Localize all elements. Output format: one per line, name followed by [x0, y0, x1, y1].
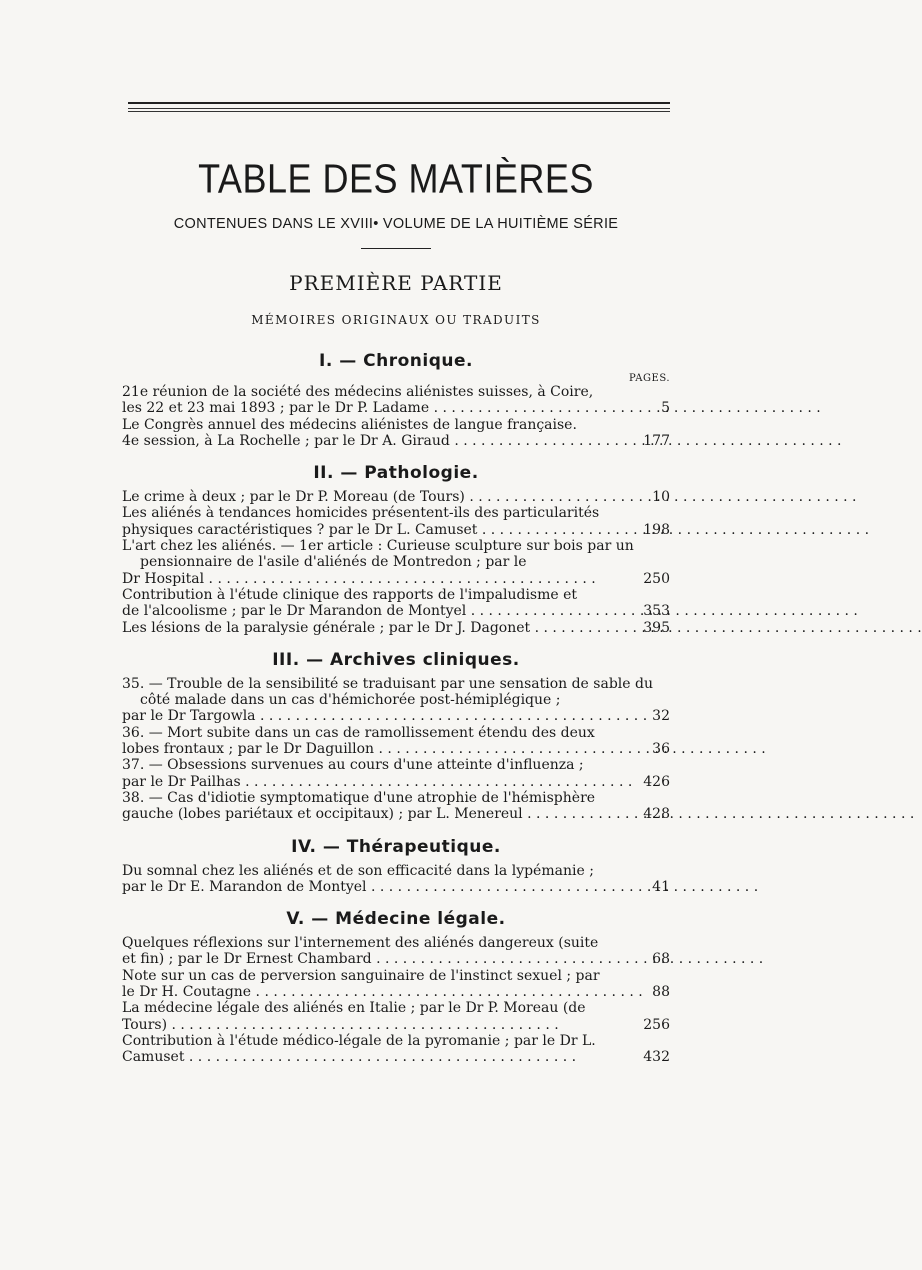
top-rule-thin	[128, 111, 670, 113]
toc-entry	[122, 935, 670, 968]
entry-text: 21e réunion de la société des médecins aliénistes suisses, à Coire,	[122, 384, 594, 400]
toc-entry	[122, 725, 670, 758]
entry-text: 35. — Trouble de la sensibilité se traduisant par une sensation de sable du côté malade dans un cas d'hémichorée post-hémiplégique ;	[122, 675, 653, 709]
entry-text-last: de l'alcoolisme ; par le Dr Marandon de Montyel . . .	[140, 603, 670, 619]
page-number: 32	[652, 708, 670, 725]
page-number: 177	[643, 432, 670, 449]
pages-column-label: PAGES.	[629, 373, 670, 384]
page-number: 198	[643, 521, 670, 538]
entry-text-last: et fin) ; par le Dr Ernest Chambard . . .	[140, 951, 670, 967]
toc-entry	[122, 587, 670, 620]
page-title: TABLE DES MATIÈRES	[198, 155, 594, 202]
entry-text-last: physiques caractéristiques ? par le Dr L. Camuset . . .	[140, 522, 670, 538]
page-number: 256	[643, 1016, 670, 1033]
entry-text: Quelques réflexions sur l'internement des aliénés dangereux (suite	[122, 935, 599, 952]
entry-text: Du somnal chez les aliénés et de son efficacité dans la lypémanie ;	[122, 862, 594, 879]
entry-text: Contribution à l'étude clinique des rapports de l'impaludisme et	[122, 586, 578, 603]
page-number: 426	[643, 773, 670, 790]
entry-text-last: Le crime à deux ; par le Dr P. Moreau (de Tours) . . .	[140, 489, 670, 505]
entry-text-last: 4e session, à La Rochelle ; par le Dr A. Giraud . . .	[140, 433, 670, 449]
toc-entry	[122, 538, 670, 587]
page-number: 353	[643, 603, 670, 620]
top-rule	[128, 102, 670, 109]
entry-text-last: Les lésions de la paralysie générale ; par le Dr J. Dagonet . . .	[140, 620, 670, 636]
page-number: 5	[661, 400, 670, 417]
entry-text-last: Camuset . . .	[140, 1049, 670, 1065]
entry-text: Note sur un cas de perversion sanguinaire de l'instinct sexuel ; par	[122, 967, 600, 984]
toc-entry	[122, 489, 670, 505]
section-heading-archives-cliniques: III. — Archives cliniques.	[272, 649, 520, 670]
page-number: 68	[652, 951, 670, 968]
section-heading-therapeutique: IV. — Thérapeutique.	[291, 836, 501, 857]
part-subtitle: MÉMOIRES ORIGINAUX OU TRADUITS	[251, 313, 541, 327]
page-number: 395	[643, 619, 670, 636]
entry-text-last: lobes frontaux ; par le Dr Daguillon . . .	[140, 741, 670, 757]
page-number: 432	[643, 1049, 670, 1066]
toc-entry	[122, 384, 670, 417]
section-heading-medecine-legale: V. — Médecine légale.	[286, 909, 506, 930]
toc-entry	[122, 505, 670, 538]
toc-entry	[122, 1033, 670, 1066]
entry-text: 37. — Obsessions survenues au cours d'une atteinte d'influenza ;	[122, 757, 584, 774]
entry-text-last: les 22 et 23 mai 1893 ; par le Dr P. Ladame . . .	[140, 400, 670, 416]
toc-entry	[122, 790, 670, 823]
toc-entry	[122, 863, 670, 896]
entry-text: Contribution à l'étude médico-légale de la pyromanie ; par le Dr L.	[122, 1032, 596, 1049]
entry-text: Les aliénés à tendances homicides présentent-ils des particularités	[122, 505, 600, 522]
toc-entry	[122, 757, 670, 790]
page-subtitle: CONTENUES DANS LE XVIII• VOLUME DE LA HUITIÈME SÉRIE	[173, 216, 619, 232]
toc-entry	[122, 968, 670, 1001]
entry-text-last: gauche (lobes pariétaux et occipitaux) ; par L. Menereul . . .	[140, 806, 670, 822]
entry-text-last: par le Dr Pailhas . . .	[140, 774, 670, 790]
entry-text: 38. — Cas d'idiotie symptomatique d'une atrophie de l'hémisphère	[122, 789, 596, 806]
page-number: 428	[643, 806, 670, 823]
entry-text: 36. — Mort subite dans un cas de ramollissement étendu des deux	[122, 724, 595, 741]
page-number: 10	[652, 489, 670, 506]
entry-text-last: Tours) . . .	[140, 1017, 670, 1033]
entry-text-last: Dr Hospital . . .	[140, 571, 670, 587]
section-heading-pathologie: II. — Pathologie.	[313, 463, 479, 484]
part-title: PREMIÈRE PARTIE	[289, 271, 503, 295]
page-number: 250	[643, 570, 670, 587]
entry-text-last: par le Dr E. Marandon de Montyel . . .	[140, 879, 670, 895]
toc-entry	[122, 676, 670, 725]
page-number: 41	[652, 878, 670, 895]
page-number: 36	[652, 741, 670, 758]
document-page	[122, 96, 670, 1066]
entry-text: L'art chez les aliénés. — 1er article : Curieuse sculpture sur bois par un pensionnaire de l'asile d'aliénés de Montredon ; par le	[122, 538, 634, 571]
toc-entry	[122, 417, 670, 450]
entry-text: La médecine légale des aliénés en Italie ; par le Dr P. Moreau (de	[122, 1000, 586, 1017]
entry-text: Le Congrès annuel des médecins aliénistes de langue française.	[122, 416, 577, 433]
toc-entry	[122, 1000, 670, 1033]
page-number: 88	[652, 984, 670, 1001]
entry-text-last: par le Dr Targowla . . .	[140, 708, 670, 724]
divider	[361, 248, 431, 249]
entry-text-last: le Dr H. Coutagne . . .	[140, 984, 670, 1000]
toc-entry	[122, 620, 670, 636]
section-heading-chronique: I. — Chronique.	[319, 351, 473, 371]
